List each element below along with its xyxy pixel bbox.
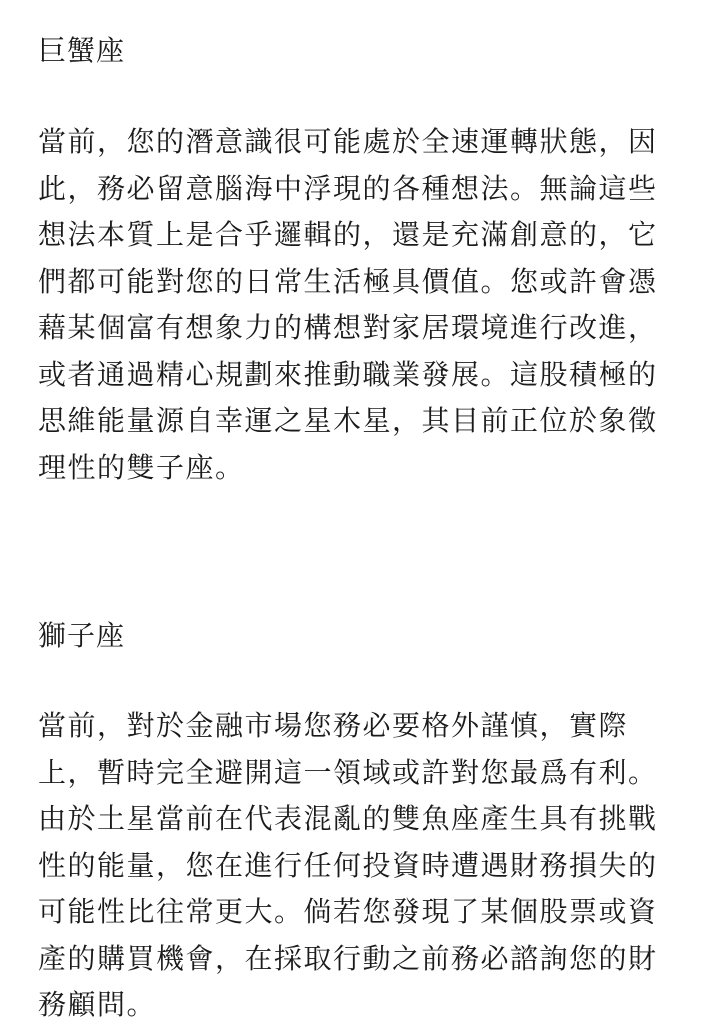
paragraph-line: 上，暫時完全避開這一領域或許對您最爲有利。 <box>38 755 658 789</box>
paragraph-line: 當前，您的潛意識很可能處於全速運轉狀態，因 <box>38 125 658 158</box>
paragraph-line: 想法本質上是合乎邏輯的，還是充滿創意的，它 <box>38 218 658 251</box>
paragraph-line: 或者通過精心規劃來推動職業發展。這股積極的 <box>38 357 658 391</box>
paragraph-line: 可能性比往常更大。倘若您發現了某個股票或資 <box>38 895 658 928</box>
paragraph-line: 當前，對於金融市場您務必要格外謹慎，實際 <box>38 709 629 742</box>
paragraph-line: 理性的雙子座。 <box>38 450 245 484</box>
section-heading-leo: 獅子座 <box>38 619 126 652</box>
paragraph-line: 藉某個富有想象力的構想對家居環境進行改進， <box>38 311 658 344</box>
section-paragraph-cancer <box>38 119 683 491</box>
paragraph-line: 此，務必留意腦海中浮現的各種想法。無論這些 <box>38 171 658 205</box>
paragraph-line: 們都可能對您的日常生活極具價值。您或許會憑 <box>38 264 658 298</box>
section-heading-cancer: 巨蟹座 <box>38 34 126 67</box>
paragraph-line: 性的能量，您在進行任何投資時遭遇財務損失的 <box>38 848 658 882</box>
paragraph-line: 思維能量源自幸運之星木星，其目前正位於象徵 <box>38 404 658 437</box>
paragraph-line: 由於土星當前在代表混亂的雙魚座產生具有挑戰 <box>38 802 658 835</box>
paragraph-line: 產的購買機會，在採取行動之前務必諮詢您的財 <box>38 941 658 975</box>
paragraph-line: 務顧問。 <box>38 988 157 1021</box>
section-paragraph-leo <box>38 703 683 1029</box>
